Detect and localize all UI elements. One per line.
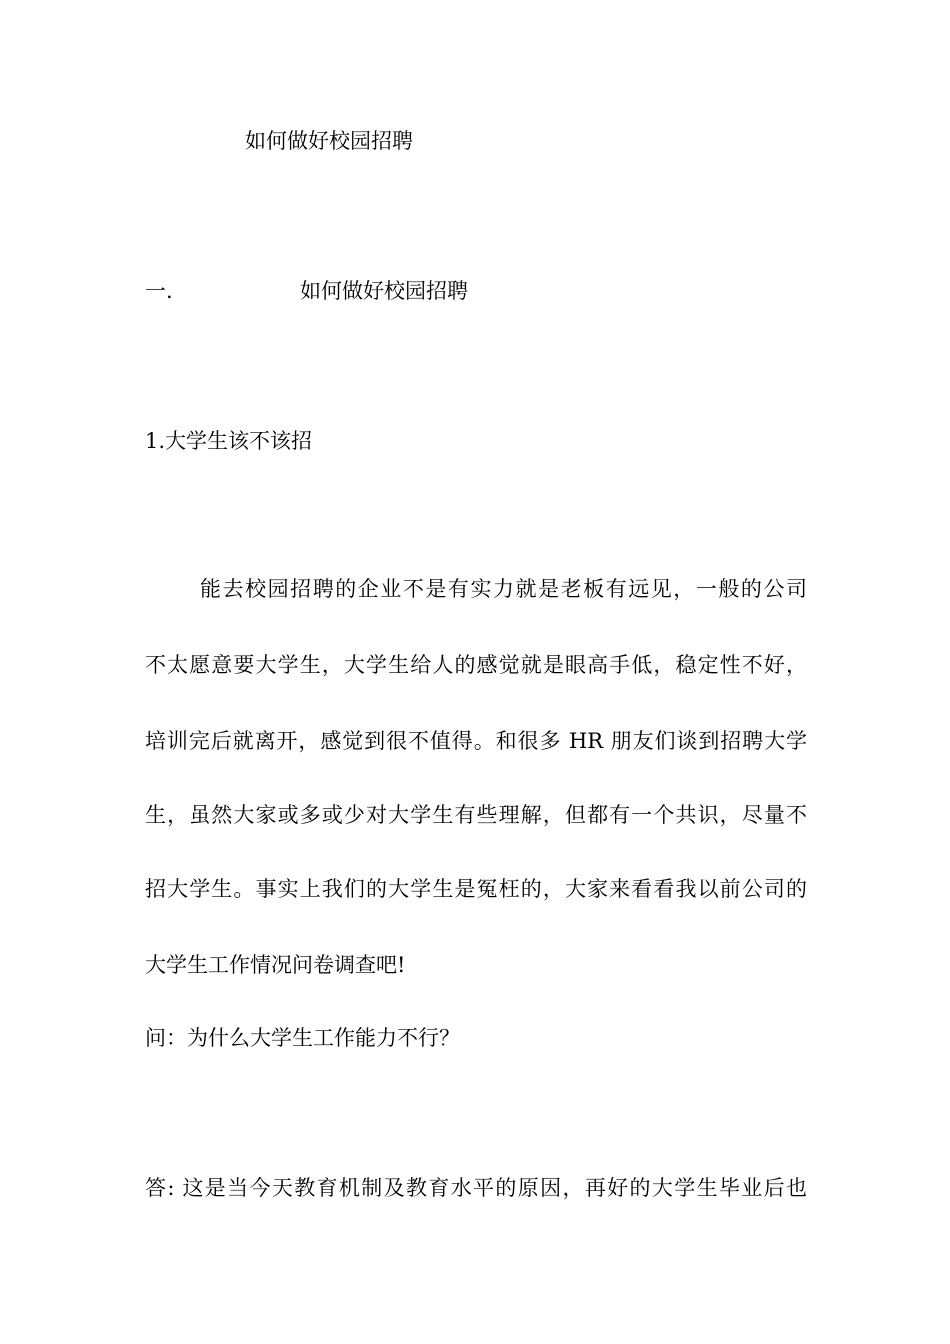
document-title: 如何做好校园招聘 [245, 129, 413, 153]
section-number: 一. [145, 279, 173, 303]
answer-text: 答: 这是当今天教育机制及教育水平的原因，再好的大学生毕业后也 [145, 1176, 807, 1200]
paragraph-line: 大学生工作情况问卷调查吧! [145, 953, 406, 977]
paragraph-line: 生，虽然大家或多或少对大学生有些理解，但都有一个共识，尽量不 [145, 803, 807, 827]
section-title: 如何做好校园招聘 [300, 279, 468, 303]
question-text: 问：为什么大学生工作能力不行？ [145, 1026, 460, 1050]
paragraph-line: 不太愿意要大学生，大学生给人的感觉就是眼高手低，稳定性不好， [145, 653, 807, 677]
paragraph-line: 能去校园招聘的企业不是有实力就是老板有远见，一般的公司 [200, 577, 807, 601]
paragraph-line: 培训完后就离开，感觉到很不值得。和很多 HR 朋友们谈到招聘大学 [145, 729, 807, 753]
paragraph-line: 招大学生。事实上我们的大学生是冤枉的，大家来看看我以前公司的 [145, 877, 807, 901]
subheading: 1.大学生该不该招 [145, 429, 313, 453]
